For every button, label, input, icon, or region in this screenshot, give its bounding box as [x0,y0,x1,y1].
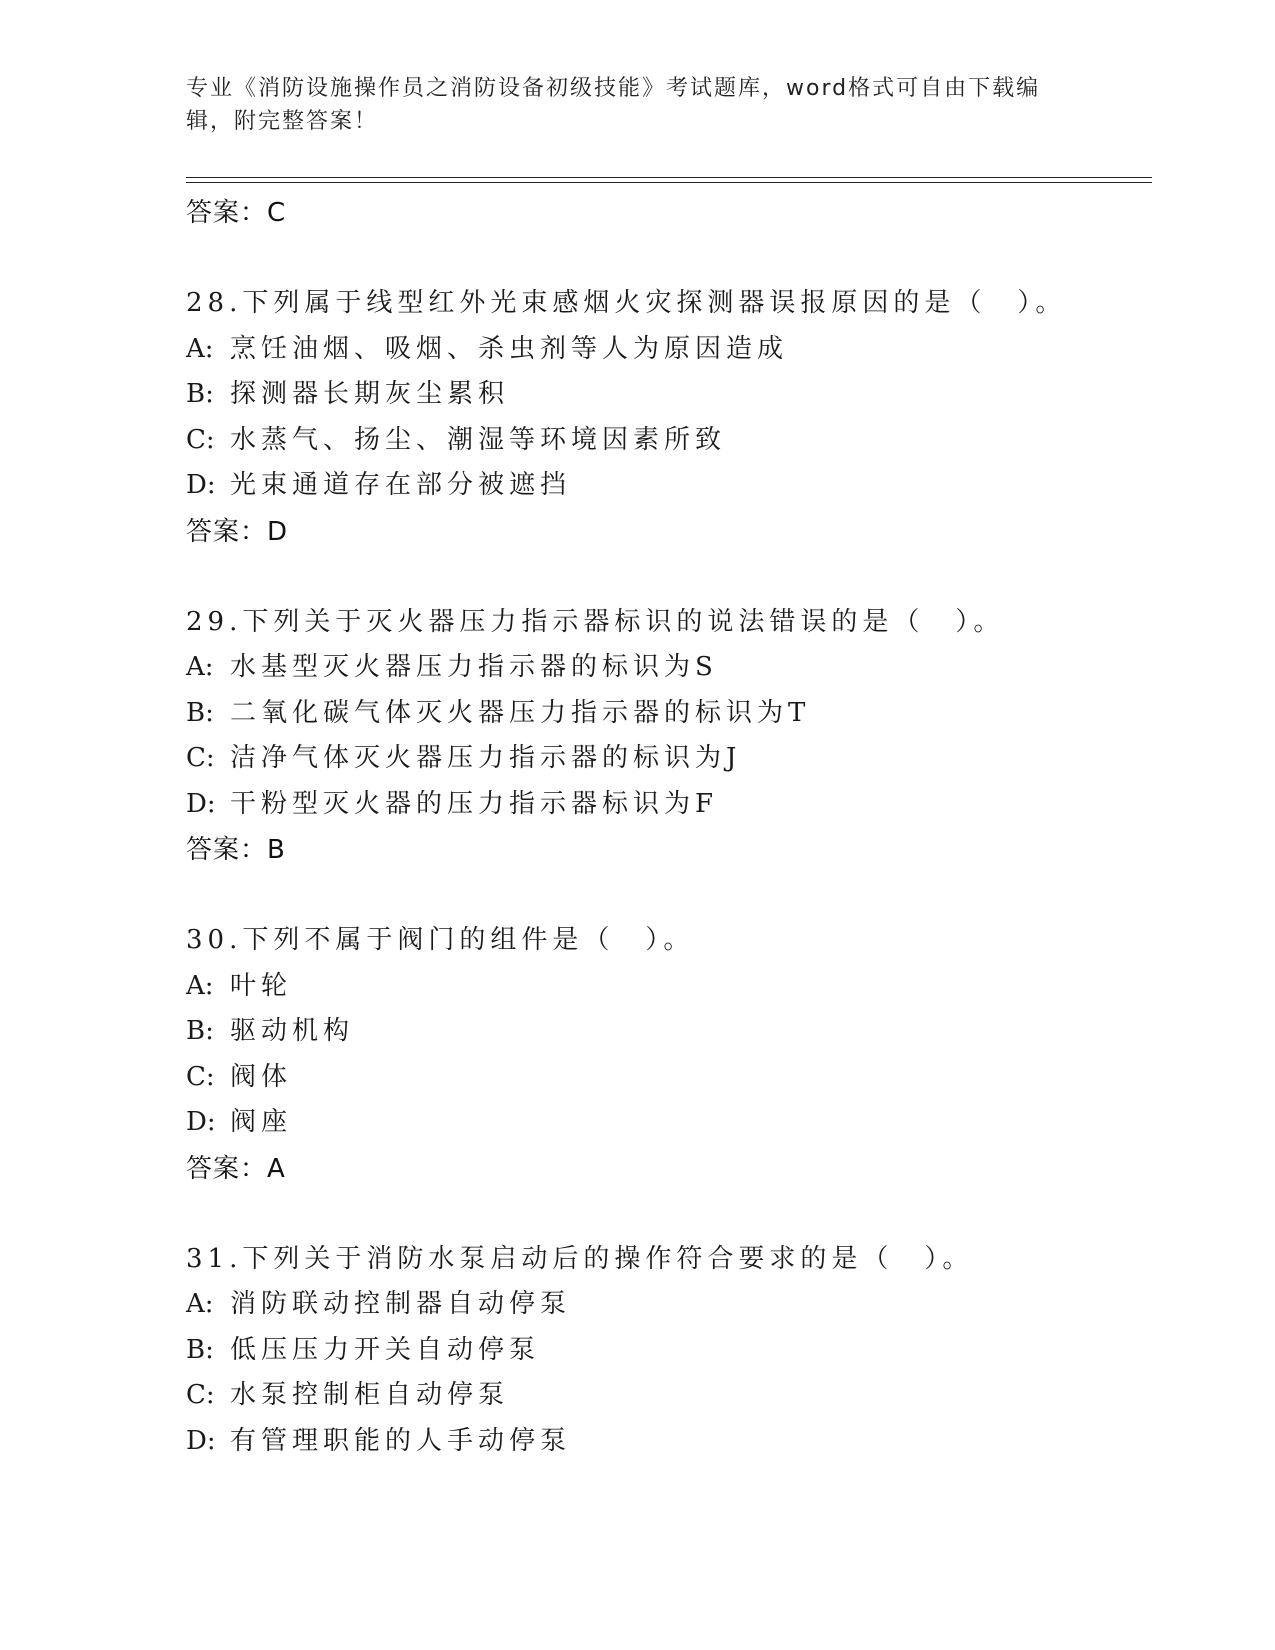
header-divider-bottom [186,182,1152,183]
option-text: 水基型灭火器压力指示器的标识为S [230,652,718,682]
answer-line: 答案：D [186,516,289,547]
option-letter: A: [186,1289,214,1319]
option-a [186,645,1146,691]
option-text: 有管理职能的人手动停泵 [230,1425,572,1456]
answer-line: 答案：C [186,198,287,228]
option-d [186,463,1146,509]
option-a [186,964,1146,1010]
question-block [186,281,1146,555]
option-d [186,782,1146,828]
option-text: 消防联动控制器自动停泵 [230,1289,572,1319]
option-text: 探测器长期灰尘累积 [230,379,510,409]
option-text: 水泵控制柜自动停泵 [230,1380,510,1410]
option-letter: C: [186,1061,215,1092]
option-text: 阀座 [230,1107,293,1137]
option-d [186,1419,1146,1465]
question-stem: 31.下列关于消防水泵启动后的操作符合要求的是（ ）。 [186,1243,974,1274]
option-c [186,1373,1146,1419]
option-text: 驱动机构 [230,1016,355,1046]
option-b [186,1328,1146,1374]
answer-line: 答案：B [186,835,286,865]
option-text: 干粉型灭火器的压力指示器标识为F [230,788,719,819]
option-letter: D: [186,470,216,500]
option-letter: B: [186,697,214,728]
option-b [186,372,1146,418]
option-d [186,1100,1146,1146]
question-stem: 29.下列关于灭火器压力指示器标识的说法错误的是（ ）。 [186,606,1005,637]
option-b [186,691,1146,737]
question-block [186,918,1146,1192]
option-text: 低压压力开关自动停泵 [230,1334,541,1365]
option-letter: B: [186,1016,214,1046]
option-letter: D: [186,1107,216,1137]
question-block [186,1237,1146,1465]
option-letter: B: [186,379,214,409]
option-text: 水蒸气、扬尘、潮湿等环境因素所致 [230,424,727,455]
question-stem: 28.下列属于线型红外光束感烟火灾探测器误报原因的是（ ）。 [186,288,1067,318]
option-a [186,327,1146,373]
option-a [186,1282,1146,1328]
answer-line: 答案：A [186,1153,286,1184]
option-c [186,418,1146,464]
option-letter: A: [186,333,214,364]
option-letter: C: [186,424,215,455]
question-stem: 30.下列不属于阀门的组件是（ ）。 [186,925,695,955]
option-b [186,1009,1146,1055]
option-text: 烹饪油烟、吸烟、杀虫剂等人为原因造成 [230,333,789,364]
document-header: 专业《消防设施操作员之消防设备初级技能》考试题库，word格式可自由下载编辑，附完整答案！ [186,76,1041,134]
question-block [186,600,1146,874]
option-letter: A: [186,652,214,682]
option-c [186,1055,1146,1101]
option-text: 阀体 [230,1061,293,1092]
option-letter: C: [186,743,215,773]
option-text: 二氧化碳气体灭火器压力指示器的标识为T [230,697,811,728]
option-text: 洁净气体灭火器压力指示器的标识为J [230,743,742,773]
option-letter: A: [186,970,214,1001]
option-c [186,736,1146,782]
option-letter: D: [186,1425,216,1456]
question-list [186,190,1146,1464]
option-letter: B: [186,1334,214,1365]
option-letter: D: [186,788,216,819]
header-divider-top [186,177,1152,178]
option-letter: C: [186,1380,215,1410]
option-text: 光束通道存在部分被遮挡 [230,470,572,500]
option-text: 叶轮 [230,970,293,1001]
